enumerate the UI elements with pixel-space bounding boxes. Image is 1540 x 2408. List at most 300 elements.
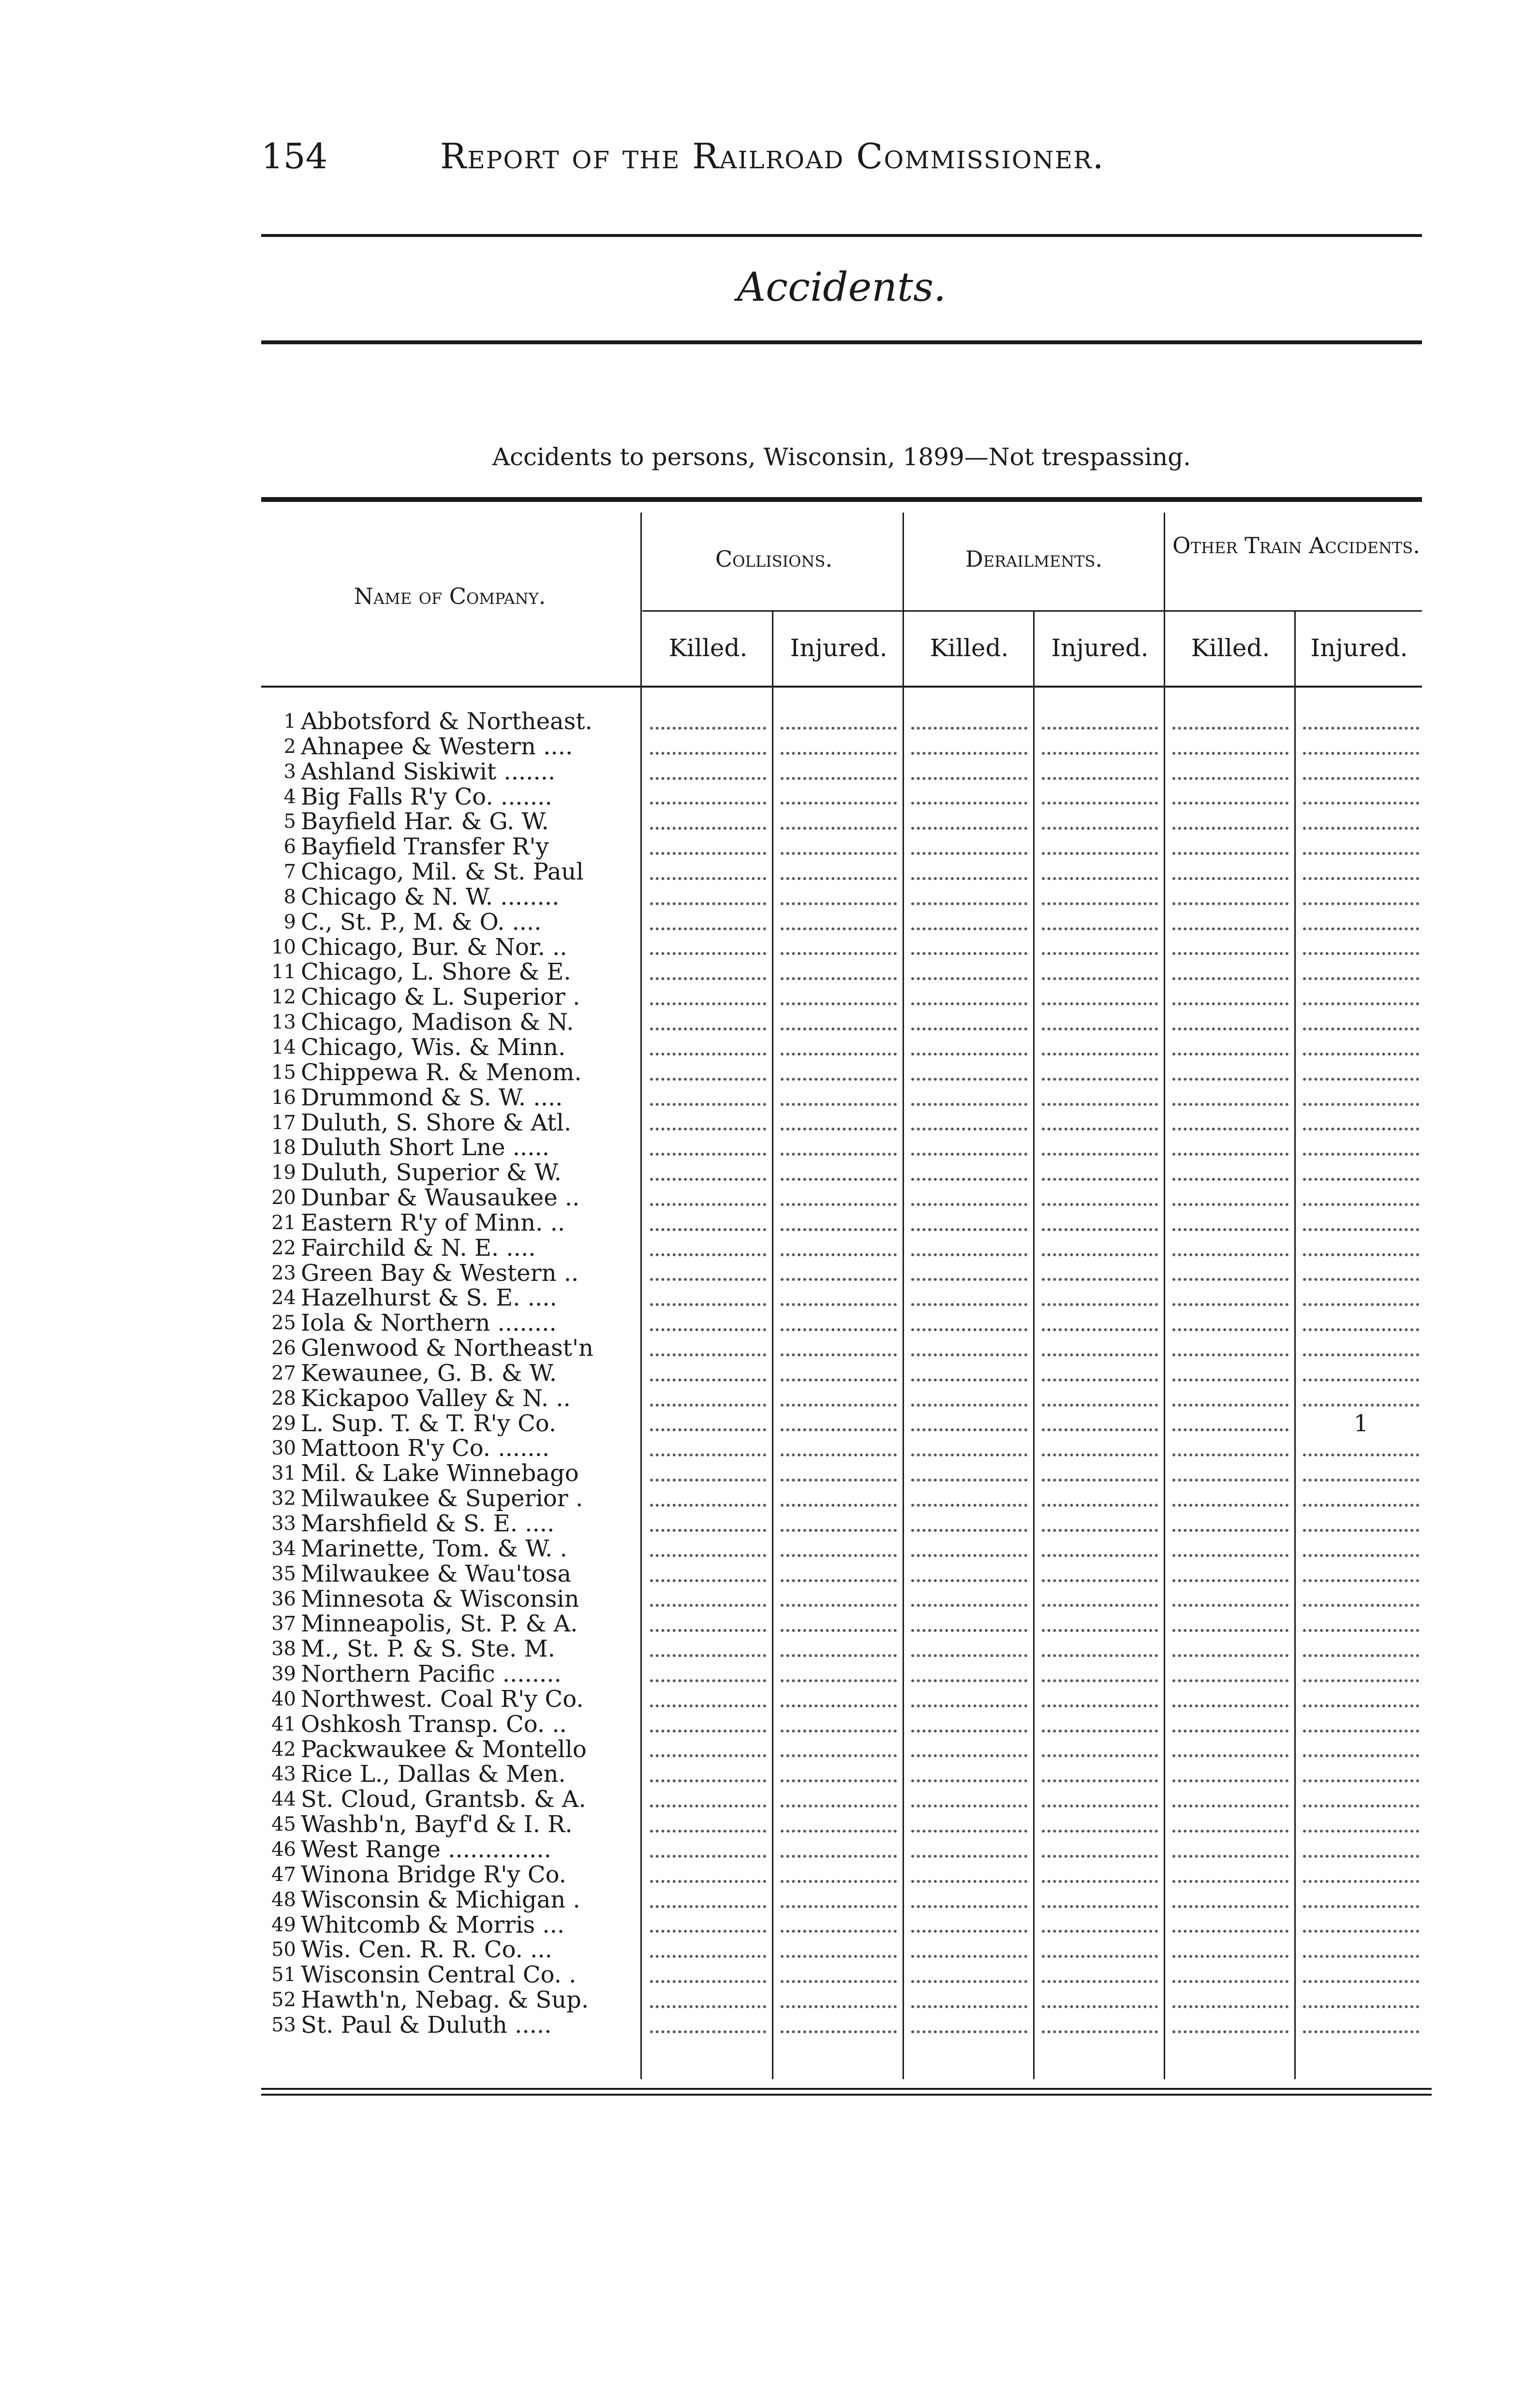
- company-name: Duluth, Superior & W.: [301, 1160, 562, 1186]
- value-cell: [1035, 1111, 1165, 1136]
- value-cell: [1166, 1411, 1295, 1437]
- row-number: 38: [271, 1638, 296, 1660]
- value-cell: [1166, 1562, 1295, 1587]
- value-cell: [904, 1812, 1034, 1837]
- value-cell: [1296, 1186, 1426, 1211]
- row-number: 44: [271, 1788, 296, 1811]
- value-cell: [643, 1812, 773, 1837]
- value-cell: [1035, 1486, 1165, 1512]
- value-cell: [643, 1787, 773, 1812]
- value-cell: [1296, 1988, 1426, 2013]
- table-row: [261, 1461, 1432, 1486]
- value-cell: [643, 1411, 773, 1437]
- value-cell: [1166, 1461, 1295, 1486]
- value-cell: [1296, 1135, 1426, 1160]
- value-cell: [1296, 1286, 1426, 1311]
- value-cell: [904, 1411, 1034, 1437]
- value-cell: [1035, 1537, 1165, 1562]
- value-cell: [904, 1486, 1034, 1512]
- value-cell: [1035, 1236, 1165, 1261]
- value-cell: [1296, 785, 1426, 810]
- table-row: [261, 1837, 1432, 1863]
- value-cell: [643, 1637, 773, 1662]
- value-cell: [643, 960, 773, 985]
- company-name: Big Falls R'y Co. .......: [301, 784, 552, 810]
- value-cell: [1166, 885, 1295, 910]
- value-cell: [774, 785, 903, 810]
- value-cell: [1296, 1612, 1426, 1637]
- value-cell: [1035, 1386, 1165, 1411]
- table-row: [261, 1236, 1432, 1261]
- value-cell: [1035, 809, 1165, 835]
- row-number: 4: [283, 785, 296, 808]
- value-cell: [1166, 1135, 1295, 1160]
- value-cell: [774, 1612, 903, 1637]
- value-cell: [643, 1913, 773, 1938]
- row-number: 18: [271, 1136, 296, 1159]
- company-name: Bayfield Har. & G. W.: [301, 809, 549, 835]
- value-cell: [1166, 1111, 1295, 1136]
- value-cell: [643, 1587, 773, 1612]
- value-cell: [1035, 1060, 1165, 1086]
- value-cell: [1035, 1863, 1165, 1888]
- value-cell: [1035, 1086, 1165, 1111]
- value-cell: [904, 1236, 1034, 1261]
- value-cell: [774, 1662, 903, 1687]
- company-name: Iola & Northern ........: [301, 1311, 557, 1336]
- value-cell: [1035, 985, 1165, 1010]
- value-cell: [774, 1261, 903, 1286]
- value-cell: [774, 835, 903, 860]
- value-cell: [1166, 1963, 1295, 1988]
- value-cell: [1035, 1888, 1165, 1913]
- table-row: [261, 1737, 1432, 1762]
- value-cell: [1296, 1637, 1426, 1662]
- company-name: Chicago & N. W. ........: [301, 884, 560, 910]
- value-cell: [904, 1086, 1034, 1111]
- table-row: [261, 1712, 1432, 1737]
- row-number: 35: [271, 1562, 296, 1585]
- value-cell: [774, 1010, 903, 1035]
- value-cell: [774, 860, 903, 885]
- table-row: [261, 1135, 1432, 1160]
- value-cell: [1166, 1286, 1295, 1311]
- value-cell: [1166, 1762, 1295, 1787]
- table-row: [261, 935, 1432, 960]
- row-number: 43: [271, 1763, 296, 1786]
- value-cell: [904, 1286, 1034, 1311]
- value-cell: [1166, 1712, 1295, 1737]
- value-cell: [904, 760, 1034, 785]
- value-cell: [1296, 1762, 1426, 1787]
- value-cell: [904, 1988, 1034, 2013]
- value-cell: [1296, 1938, 1426, 1963]
- value-cell: [904, 1336, 1034, 1361]
- value-cell: [1035, 1988, 1165, 2013]
- table-row: [261, 1111, 1432, 1136]
- value-cell: [774, 760, 903, 785]
- value-cell: [904, 1111, 1034, 1136]
- value-cell: [904, 1512, 1034, 1537]
- table-row: [261, 885, 1432, 910]
- value-cell: [904, 1311, 1034, 1336]
- table-row: [261, 1486, 1432, 1512]
- value-cell: [1296, 1812, 1426, 1837]
- company-name: Chippewa R. & Menom.: [301, 1060, 582, 1086]
- row-number: 8: [283, 885, 296, 908]
- value-cell: [1035, 1436, 1165, 1461]
- company-name: Chicago, Wis. & Minn.: [301, 1035, 566, 1060]
- table-row: [261, 1637, 1432, 1662]
- value-cell: [1296, 1587, 1426, 1612]
- table-row: [261, 1386, 1432, 1411]
- row-number: 46: [271, 1838, 296, 1861]
- table-bottom-rule-2: [261, 2094, 1432, 2096]
- row-number: 15: [271, 1061, 296, 1084]
- value-cell: [1035, 1336, 1165, 1361]
- value-cell: [643, 709, 773, 734]
- section-title: Accidents.: [737, 264, 947, 310]
- table-row: [261, 1160, 1432, 1186]
- value-cell: [643, 1336, 773, 1361]
- value-cell: [643, 1537, 773, 1562]
- value-cell: [1296, 1060, 1426, 1086]
- value-cell: [643, 860, 773, 885]
- value-cell: [904, 1436, 1034, 1461]
- value-cell: [1035, 1837, 1165, 1863]
- value-cell: [1166, 860, 1295, 885]
- value-cell: [1166, 1662, 1295, 1687]
- row-number: 6: [283, 836, 296, 858]
- table-row: [261, 1211, 1432, 1236]
- table-row: [261, 1812, 1432, 1837]
- value-cell: [774, 1486, 903, 1512]
- table-row: [261, 835, 1432, 860]
- table-row: [261, 1913, 1432, 1938]
- value-cell: [1166, 1236, 1295, 1261]
- company-name: M., St. P. & S. Ste. M.: [301, 1637, 555, 1662]
- value-cell: [774, 1186, 903, 1211]
- value-cell: [643, 1662, 773, 1687]
- value-cell: [1166, 1436, 1295, 1461]
- company-name: Dunbar & Wausaukee ..: [301, 1186, 580, 1211]
- company-name: Duluth Short Lne .....: [301, 1135, 550, 1161]
- value-cell: [643, 1712, 773, 1737]
- company-name: Duluth, S. Shore & Atl.: [301, 1110, 572, 1136]
- value-cell: [1296, 1461, 1426, 1486]
- value-cell: [643, 1060, 773, 1086]
- value-cell: [1296, 1662, 1426, 1687]
- running-title: Report of the Railroad Commissioner.: [440, 136, 1105, 176]
- table-row: [261, 1938, 1432, 1963]
- value-cell: [1035, 1913, 1165, 1938]
- company-name: L. Sup. T. & T. R'y Co.: [301, 1411, 557, 1437]
- table-row: [261, 709, 1432, 734]
- value-cell: [904, 1863, 1034, 1888]
- value-cell: [643, 1762, 773, 1787]
- value-cell: [1166, 1863, 1295, 1888]
- row-number: 39: [271, 1663, 296, 1686]
- value-cell: [1296, 760, 1426, 785]
- value-cell: [1296, 1737, 1426, 1762]
- company-name: Oshkosh Transp. Co. ..: [301, 1712, 567, 1737]
- value-cell: [904, 1060, 1034, 1086]
- value-cell: [774, 1111, 903, 1136]
- company-name: Packwaukee & Montello: [301, 1737, 587, 1762]
- value-cell: [1296, 1336, 1426, 1361]
- value-cell: [904, 1837, 1034, 1863]
- company-name: Abbotsford & Northeast.: [301, 709, 592, 734]
- running-head: [261, 130, 1422, 183]
- value-cell: [904, 1888, 1034, 1913]
- value-cell: [774, 1336, 903, 1361]
- value-cell: [1035, 1562, 1165, 1587]
- row-number: 52: [271, 1989, 296, 2012]
- value-cell: [1296, 860, 1426, 885]
- table-row: [261, 1336, 1432, 1361]
- value-cell: [1035, 1261, 1165, 1286]
- company-name: West Range ..............: [301, 1837, 551, 1863]
- value-cell: [1166, 1060, 1295, 1086]
- top-rule: [261, 234, 1422, 237]
- value-cell: [643, 1010, 773, 1035]
- table-row: [261, 1537, 1432, 1562]
- value-cell: [1035, 960, 1165, 985]
- value-cell: [1035, 1737, 1165, 1762]
- value-cell: [1296, 1086, 1426, 1111]
- table-row: [261, 1311, 1432, 1336]
- value-cell: [1166, 935, 1295, 960]
- table-row: [261, 1035, 1432, 1060]
- value-cell: [1035, 1938, 1165, 1963]
- row-number: 20: [271, 1187, 296, 1209]
- group-divider-line: [642, 610, 1422, 612]
- table-row: [261, 1587, 1432, 1612]
- value-cell: [1166, 1512, 1295, 1537]
- value-cell: [904, 910, 1034, 935]
- value-cell: [1296, 1111, 1426, 1136]
- row-number: 22: [271, 1236, 296, 1259]
- value-cell: [643, 1286, 773, 1311]
- value-cell: [1296, 1837, 1426, 1863]
- value-cell: [1166, 835, 1295, 860]
- row-number: 3: [283, 760, 296, 783]
- value-cell: [1035, 1712, 1165, 1737]
- value-cell: [643, 1562, 773, 1587]
- company-name: Chicago, Mil. & St. Paul: [301, 860, 584, 885]
- table-row: [261, 1186, 1432, 1211]
- value-cell: [904, 1587, 1034, 1612]
- value-cell: [643, 1236, 773, 1261]
- row-number: 24: [271, 1287, 296, 1309]
- value-cell: [1035, 1211, 1165, 1236]
- value-cell: [774, 1737, 903, 1762]
- row-number: 30: [271, 1437, 296, 1460]
- row-number: 5: [283, 810, 296, 833]
- value-cell: [643, 1461, 773, 1486]
- value-cell: [1035, 1612, 1165, 1637]
- value-cell: [1035, 1637, 1165, 1662]
- value-cell: [643, 809, 773, 835]
- company-name: Mattoon R'y Co. .......: [301, 1436, 550, 1462]
- table-row: [261, 1411, 1432, 1437]
- value-cell: [774, 1837, 903, 1863]
- company-name: Fairchild & N. E. ....: [301, 1235, 536, 1261]
- value-cell: [904, 1737, 1034, 1762]
- value-cell: [774, 1812, 903, 1837]
- value-cell: [774, 1135, 903, 1160]
- company-name: Chicago, Bur. & Nor. ..: [301, 935, 567, 960]
- value-cell: [1035, 885, 1165, 910]
- value-cell: [1166, 1160, 1295, 1186]
- table-bottom-rule-1: [261, 2088, 1432, 2090]
- value-cell: [1166, 1386, 1295, 1411]
- row-number: 13: [271, 1011, 296, 1034]
- table-row: [261, 760, 1432, 785]
- value-cell: [774, 1963, 903, 1988]
- table-caption: Accidents to persons, Wisconsin, 1899—Not trespassing.: [492, 443, 1191, 471]
- table-row: [261, 1010, 1432, 1035]
- table-body: [261, 709, 1432, 2038]
- company-name: Milwaukee & Superior .: [301, 1486, 583, 1512]
- value-cell: [643, 835, 773, 860]
- table-row: [261, 1286, 1432, 1311]
- value-cell: [643, 1837, 773, 1863]
- value-cell: [1035, 835, 1165, 860]
- subheader-derailments-injured: Injured.: [1051, 634, 1149, 662]
- group-header-other-train-accidents: Other Train Accidents.: [1172, 532, 1420, 558]
- value-cell: [904, 1612, 1034, 1637]
- company-name: Milwaukee & Wau'tosa: [301, 1561, 571, 1587]
- value-cell: [774, 1436, 903, 1461]
- value-cell: [904, 1938, 1034, 1963]
- value-cell: [774, 1712, 903, 1737]
- table-row: [261, 1612, 1432, 1637]
- value-cell: [1035, 1311, 1165, 1336]
- value-cell: [1166, 2013, 1295, 2038]
- value-cell: [643, 1512, 773, 1537]
- value-cell: [774, 985, 903, 1010]
- row-number: 49: [271, 1913, 296, 1936]
- value-cell: [643, 1963, 773, 1988]
- value-cell: [643, 985, 773, 1010]
- value-cell: [904, 885, 1034, 910]
- value-cell: [1296, 1963, 1426, 1988]
- table-row: [261, 1562, 1432, 1587]
- value-cell: [774, 1086, 903, 1111]
- row-number: 26: [271, 1337, 296, 1360]
- row-number: 45: [271, 1813, 296, 1836]
- value-cell: [1296, 935, 1426, 960]
- value-cell: [774, 709, 903, 734]
- table-row: [261, 1762, 1432, 1787]
- value-cell: [1166, 1261, 1295, 1286]
- value-cell: [774, 1587, 903, 1612]
- row-number: 23: [271, 1262, 296, 1284]
- row-number: 16: [271, 1086, 296, 1109]
- row-number: 36: [271, 1587, 296, 1610]
- value-cell: [1166, 709, 1295, 734]
- company-name: Whitcomb & Morris ...: [301, 1912, 565, 1938]
- company-name: C., St. P., M. & O. ....: [301, 910, 542, 935]
- row-number: 25: [271, 1312, 296, 1335]
- table-row: [261, 1888, 1432, 1913]
- table-row: [261, 910, 1432, 935]
- value-cell: [1035, 1812, 1165, 1837]
- value-cell: [1035, 734, 1165, 760]
- table-row: [261, 960, 1432, 985]
- company-name: Drummond & S. W. ....: [301, 1085, 563, 1111]
- row-number: 10: [271, 936, 296, 958]
- value-cell: [1035, 1286, 1165, 1311]
- value-cell: [643, 1737, 773, 1762]
- value-cell: [1296, 1562, 1426, 1587]
- value-cell: [1035, 1035, 1165, 1060]
- value-cell: [904, 1662, 1034, 1687]
- value-cell: [904, 1461, 1034, 1486]
- subheader-other-injured: Injured.: [1310, 634, 1408, 662]
- value-cell: [1035, 1411, 1165, 1437]
- row-number: 33: [271, 1512, 296, 1535]
- company-name: Glenwood & Northeast'n: [301, 1336, 593, 1361]
- company-name: Bayfield Transfer R'y: [301, 835, 549, 860]
- row-number: 42: [271, 1738, 296, 1761]
- row-number: 41: [271, 1713, 296, 1735]
- table-row: [261, 1436, 1432, 1461]
- subheader-collisions-injured: Injured.: [790, 634, 888, 662]
- value-cell: [1296, 1787, 1426, 1812]
- value-cell: [643, 1386, 773, 1411]
- value-cell: [1166, 1336, 1295, 1361]
- row-number: 51: [271, 1964, 296, 1986]
- value-cell: [643, 1888, 773, 1913]
- value-cell: [904, 709, 1034, 734]
- value-cell: [904, 1135, 1034, 1160]
- value-cell: [643, 1186, 773, 1211]
- company-name: Hawth'n, Nebag. & Sup.: [301, 1988, 589, 2013]
- value-cell: [774, 1461, 903, 1486]
- row-number: 37: [271, 1613, 296, 1635]
- value-cell: [643, 1863, 773, 1888]
- row-number: 48: [271, 1888, 296, 1911]
- row-number: 1: [283, 710, 296, 733]
- value-cell: [1035, 1687, 1165, 1712]
- value-cell: [904, 809, 1034, 835]
- value-cell: [1035, 1010, 1165, 1035]
- table-row: [261, 985, 1432, 1010]
- table-row: [261, 809, 1432, 835]
- value-cell: [1296, 1512, 1426, 1537]
- value-cell: [904, 835, 1034, 860]
- value-cell: [1166, 1311, 1295, 1336]
- value-cell: [774, 1512, 903, 1537]
- value-cell: [643, 1361, 773, 1386]
- value-cell: [1166, 960, 1295, 985]
- value-cell: [1166, 809, 1295, 835]
- value-cell: [774, 1988, 903, 2013]
- table-row: [261, 1086, 1432, 1111]
- row-number: 2: [283, 735, 296, 758]
- value-cell: [1166, 1211, 1295, 1236]
- value-cell: [774, 885, 903, 910]
- value-cell: [774, 1236, 903, 1261]
- row-number: 40: [271, 1688, 296, 1710]
- value-cell: [1035, 1186, 1165, 1211]
- table-row: [261, 1687, 1432, 1712]
- value-cell: [774, 910, 903, 935]
- value-cell: [904, 2013, 1034, 2038]
- company-name: Ahnapee & Western ....: [301, 734, 573, 760]
